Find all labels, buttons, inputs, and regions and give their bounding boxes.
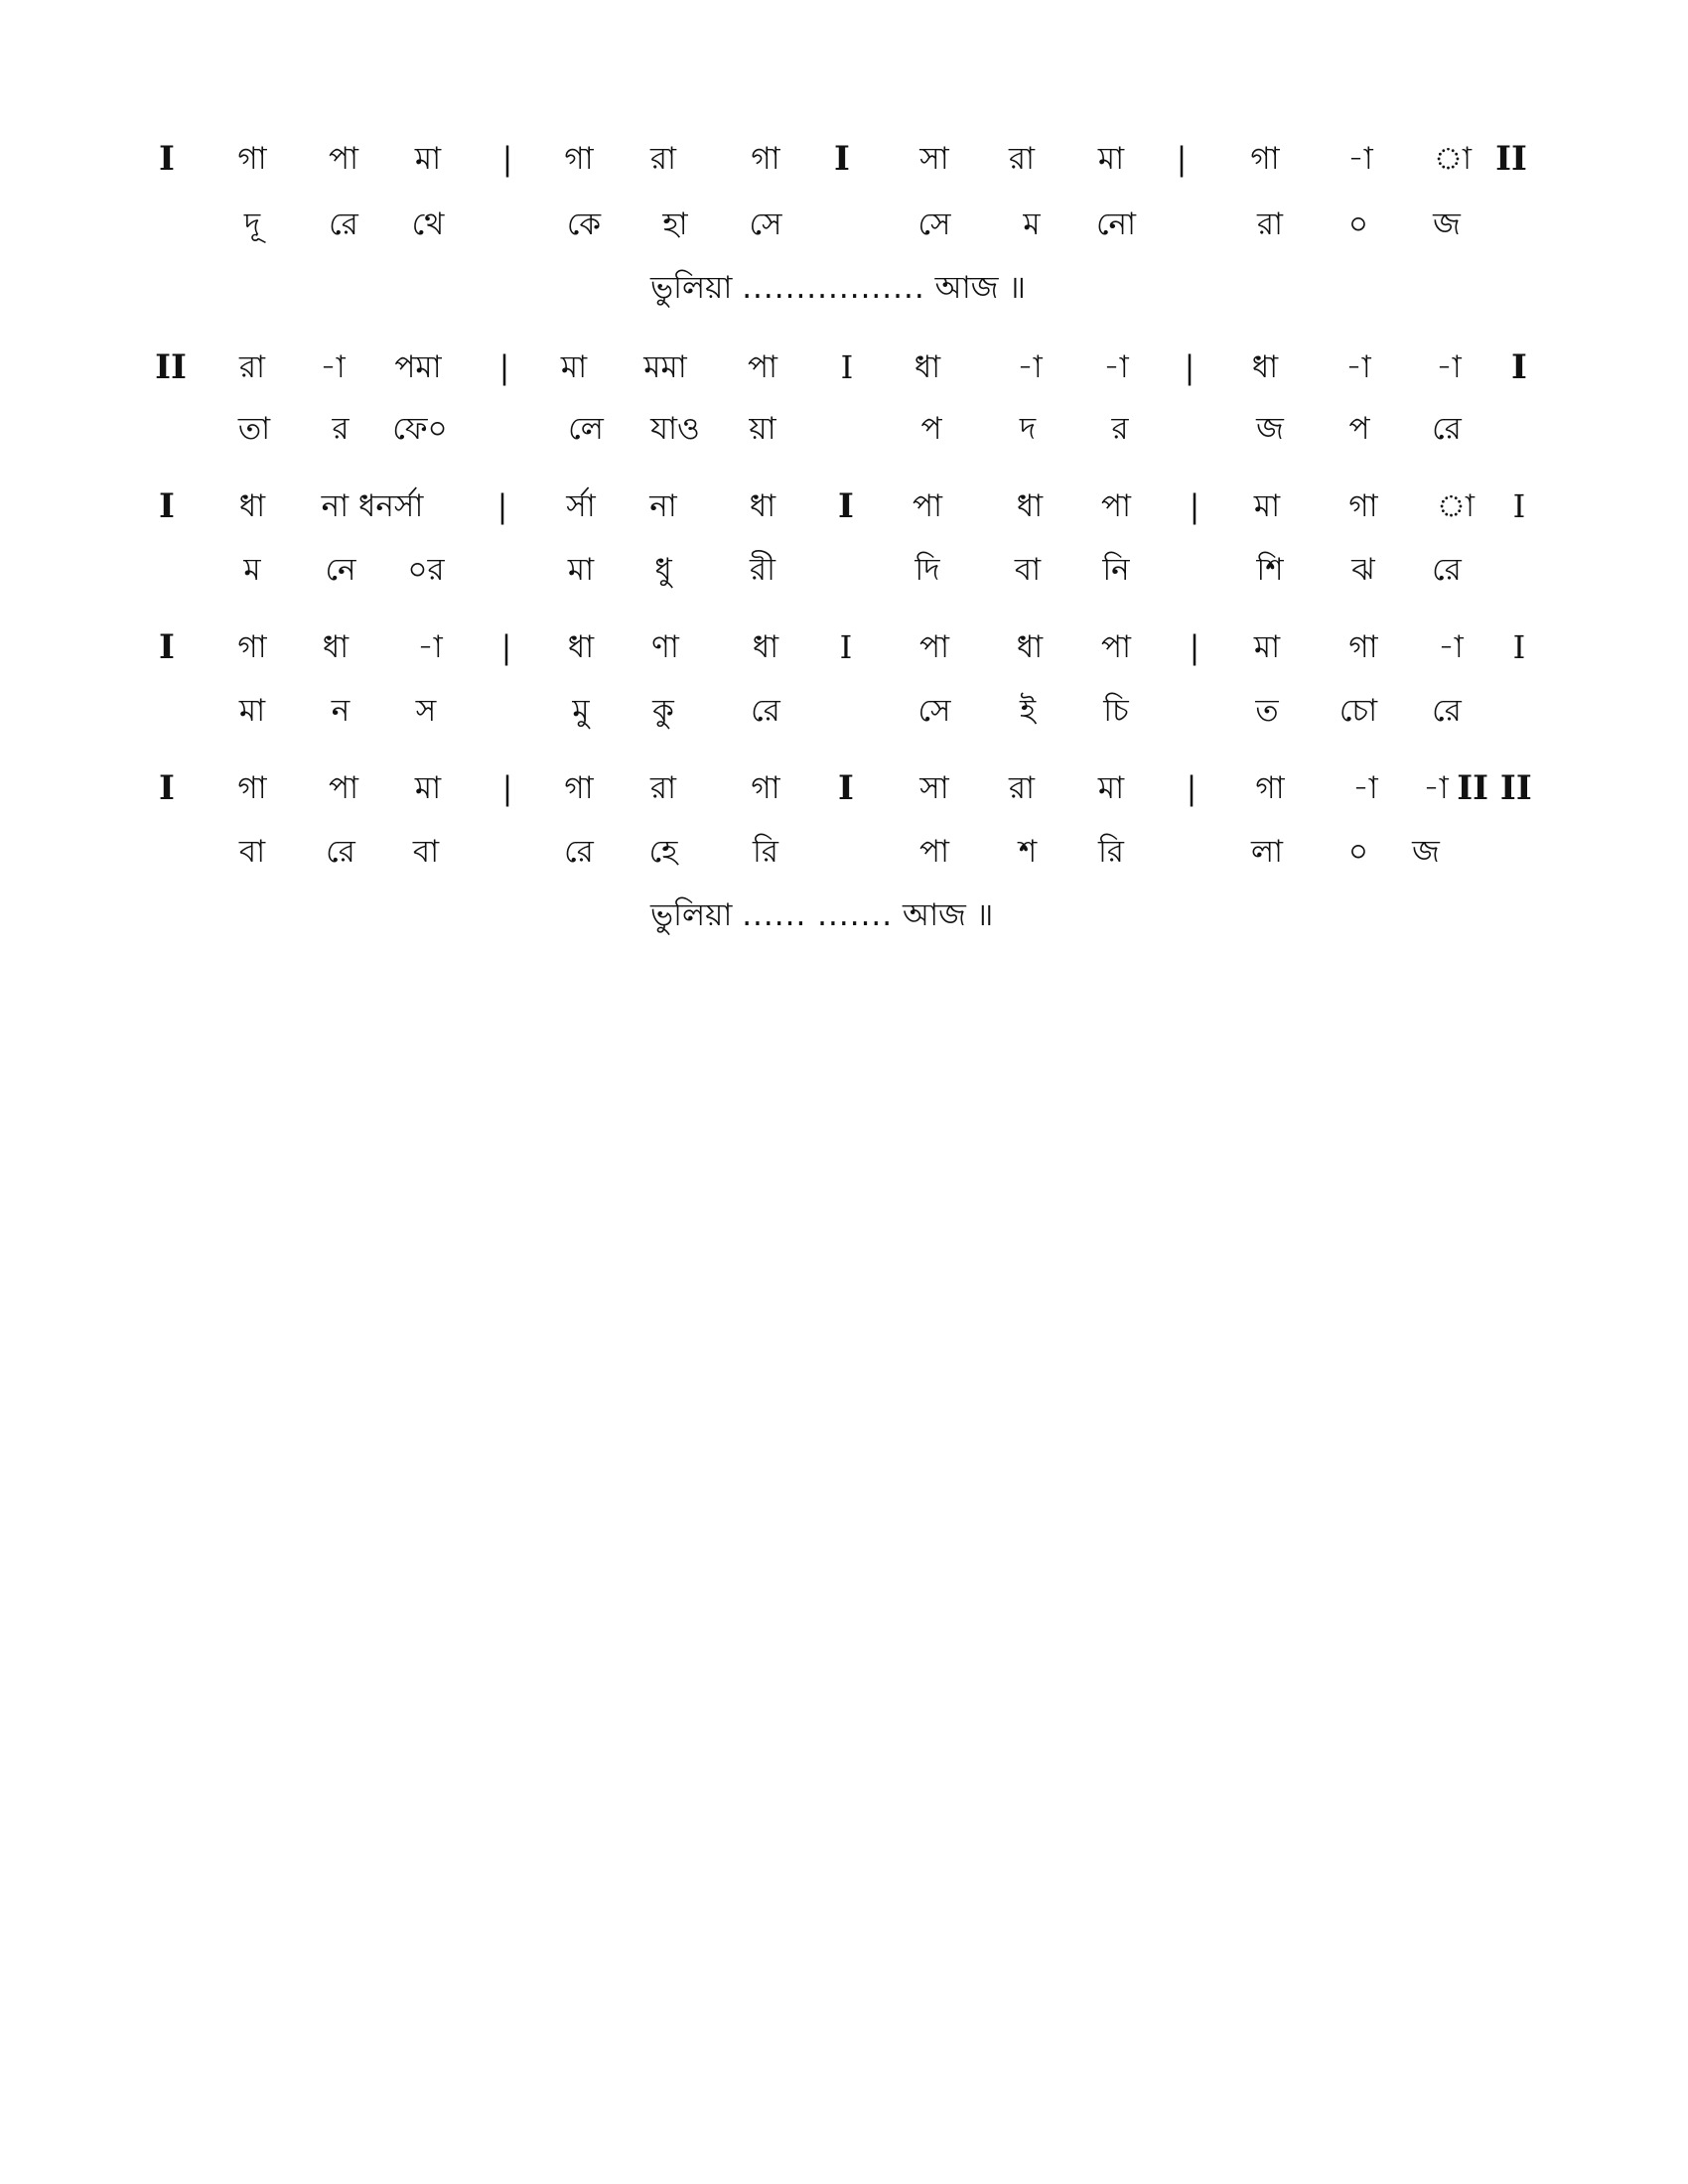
note: ণা (651, 629, 679, 665)
syllable: কে (566, 206, 602, 242)
syllable: সে (749, 206, 782, 242)
note: রা (1008, 770, 1036, 806)
syllable: সে (917, 206, 951, 242)
note: গা (564, 770, 594, 806)
note: পা (328, 141, 359, 177)
note: -া (1017, 349, 1043, 385)
syllable: স (415, 693, 437, 729)
note: -া (1438, 629, 1464, 665)
syllable: চি (1103, 693, 1129, 729)
note: পা (1100, 629, 1132, 665)
syllable: দূ (243, 206, 261, 242)
barline: I (840, 348, 854, 386)
note: পা (918, 629, 950, 665)
barline: | (496, 487, 508, 525)
syllable: পা (918, 834, 950, 870)
syllable: মু (572, 693, 590, 729)
syllable: রে (1432, 693, 1462, 729)
syllable: প (920, 411, 942, 447)
syllable: র (332, 411, 350, 447)
note: সা (919, 141, 949, 177)
syllable: রী (750, 552, 775, 588)
note: রা (649, 770, 677, 806)
lyric-line (0, 203, 1688, 272)
note: ধা (567, 629, 595, 665)
syllable: বা (1014, 552, 1042, 588)
note: রা (1008, 141, 1036, 177)
note: ধা (322, 629, 350, 665)
syllable: শ (1018, 834, 1038, 870)
note: ধা (752, 629, 779, 665)
barline: | (501, 140, 513, 178)
refrain-line (650, 893, 993, 937)
note: গা (237, 770, 267, 806)
barline: I (839, 628, 853, 666)
syllable: ঝ (1351, 552, 1375, 588)
syllable: সে (917, 693, 951, 729)
refrain-start: ভুলিয়া (650, 270, 733, 306)
refrain-dots: ................. (742, 270, 925, 306)
note: ধা (238, 488, 266, 524)
note: ধা (914, 349, 941, 385)
swara-line (0, 625, 1688, 695)
swara-line (0, 137, 1688, 206)
note: গা (751, 770, 780, 806)
lyric-line (0, 689, 1688, 758)
syllable: যাও (650, 411, 700, 447)
note: -া (1103, 349, 1129, 385)
note: সা (919, 770, 949, 806)
syllable: জ (1412, 834, 1440, 870)
barline: I (834, 139, 850, 179)
lyric-line (0, 407, 1688, 477)
open-barline: I (159, 486, 175, 526)
note: গা (237, 141, 267, 177)
syllable: ম (243, 552, 261, 588)
syllable: ধু (654, 552, 672, 588)
note: মা (1253, 488, 1281, 524)
note: ধা (1251, 349, 1279, 385)
open-barline: I (159, 139, 175, 179)
barline: I (838, 768, 854, 808)
syllable: রে (1432, 411, 1462, 447)
note: পা (328, 770, 359, 806)
note: না ধনর্সা (321, 488, 424, 524)
syllable: হা (662, 206, 688, 242)
swara-line (0, 766, 1688, 836)
syllable: র (1111, 411, 1129, 447)
syllable: বা (238, 834, 266, 870)
barline: I (838, 486, 854, 526)
note: গা (1255, 770, 1285, 806)
syllable: ০ (1347, 834, 1369, 870)
note: গা (564, 141, 594, 177)
syllable: লে (568, 411, 604, 447)
syllable: নো (1095, 206, 1137, 242)
refrain-dots: ...... ....... (742, 897, 894, 933)
note: মমা (643, 349, 687, 385)
note: পা (912, 488, 943, 524)
syllable: রা (1256, 206, 1284, 242)
note: গা (1250, 141, 1280, 177)
swara-line (0, 484, 1688, 554)
syllable: রে (1432, 552, 1462, 588)
note: গা (237, 629, 267, 665)
syllable: শি (1256, 552, 1284, 588)
syllable: রি (1098, 834, 1124, 870)
syllable: জ (1433, 206, 1461, 242)
barline: | (498, 348, 510, 386)
note: ধা (1016, 629, 1044, 665)
syllable: তা (237, 411, 271, 447)
syllable: কু (652, 693, 674, 729)
note: -া (1345, 349, 1371, 385)
syllable: নে (325, 552, 356, 588)
note: গা (751, 141, 780, 177)
syllable: ফে০ (392, 411, 448, 447)
note: ধা (1016, 488, 1044, 524)
note: মা (414, 770, 442, 806)
syllable: মা (567, 552, 595, 588)
syllable: ০ (1347, 206, 1369, 242)
syllable: চো (1338, 693, 1378, 729)
note: মা (1097, 141, 1125, 177)
open-barline: I (159, 768, 175, 808)
syllable: রে (751, 693, 780, 729)
note: পা (747, 349, 778, 385)
open-barline: I (159, 627, 175, 667)
note: গা (1348, 488, 1378, 524)
close-barline: I (1511, 347, 1527, 387)
syllable: থে (411, 206, 445, 242)
syllable: রে (329, 206, 358, 242)
syllable: লা (1250, 834, 1284, 870)
syllable: প (1348, 411, 1370, 447)
note: -া (1436, 349, 1462, 385)
syllable: জ (1256, 411, 1284, 447)
refrain-start: ভুলিয়া (650, 897, 733, 933)
syllable: রি (753, 834, 778, 870)
syllable: দি (914, 552, 940, 588)
barline: | (1184, 348, 1196, 386)
syllable: নি (1102, 552, 1130, 588)
refrain-end: আজ ॥ (903, 897, 994, 933)
note: মা (1097, 770, 1125, 806)
note: রা (649, 141, 677, 177)
note: পমা (394, 349, 442, 385)
lyric-line (0, 830, 1688, 899)
close-barline: I (1512, 628, 1526, 666)
note: গা (1348, 629, 1378, 665)
open-barline: II (155, 347, 187, 387)
syllable: ন (331, 693, 351, 729)
note: -া (417, 629, 443, 665)
syllable: রে (326, 834, 355, 870)
barline: | (1189, 487, 1200, 525)
note: না (649, 488, 677, 524)
barline: | (1176, 140, 1188, 178)
syllable: মা (238, 693, 266, 729)
note: -া (1352, 770, 1378, 806)
note: মা (1253, 629, 1281, 665)
note: া (1436, 488, 1475, 524)
barline: | (501, 769, 513, 807)
syllable: দ (1019, 411, 1037, 447)
note: রা (238, 349, 266, 385)
refrain-end: আজ ॥ (934, 270, 1026, 306)
close-barline: II (1495, 139, 1527, 179)
note: া (1433, 141, 1472, 177)
syllable: য়া (749, 411, 776, 447)
syllable: রে (564, 834, 594, 870)
syllable: ম (1023, 206, 1041, 242)
syllable: বা (412, 834, 440, 870)
lyric-line (0, 548, 1688, 617)
note: -া (1347, 141, 1373, 177)
refrain-line (650, 266, 1026, 310)
note: -া (1423, 770, 1449, 806)
note: র্সা (566, 488, 596, 524)
note: -া (320, 349, 346, 385)
syllable: ত (1255, 693, 1279, 729)
note: ধা (749, 488, 776, 524)
note: মা (560, 349, 588, 385)
barline: | (1186, 769, 1197, 807)
note: মা (414, 141, 442, 177)
close-barline: I (1512, 487, 1526, 525)
syllable: হে (648, 834, 678, 870)
syllable: ০র (407, 552, 445, 588)
note: পা (1100, 488, 1132, 524)
barline: | (1189, 628, 1200, 666)
barline: | (500, 628, 512, 666)
syllable: ই (1019, 693, 1037, 729)
close-barline: II II (1457, 768, 1532, 808)
swara-line (0, 345, 1688, 415)
